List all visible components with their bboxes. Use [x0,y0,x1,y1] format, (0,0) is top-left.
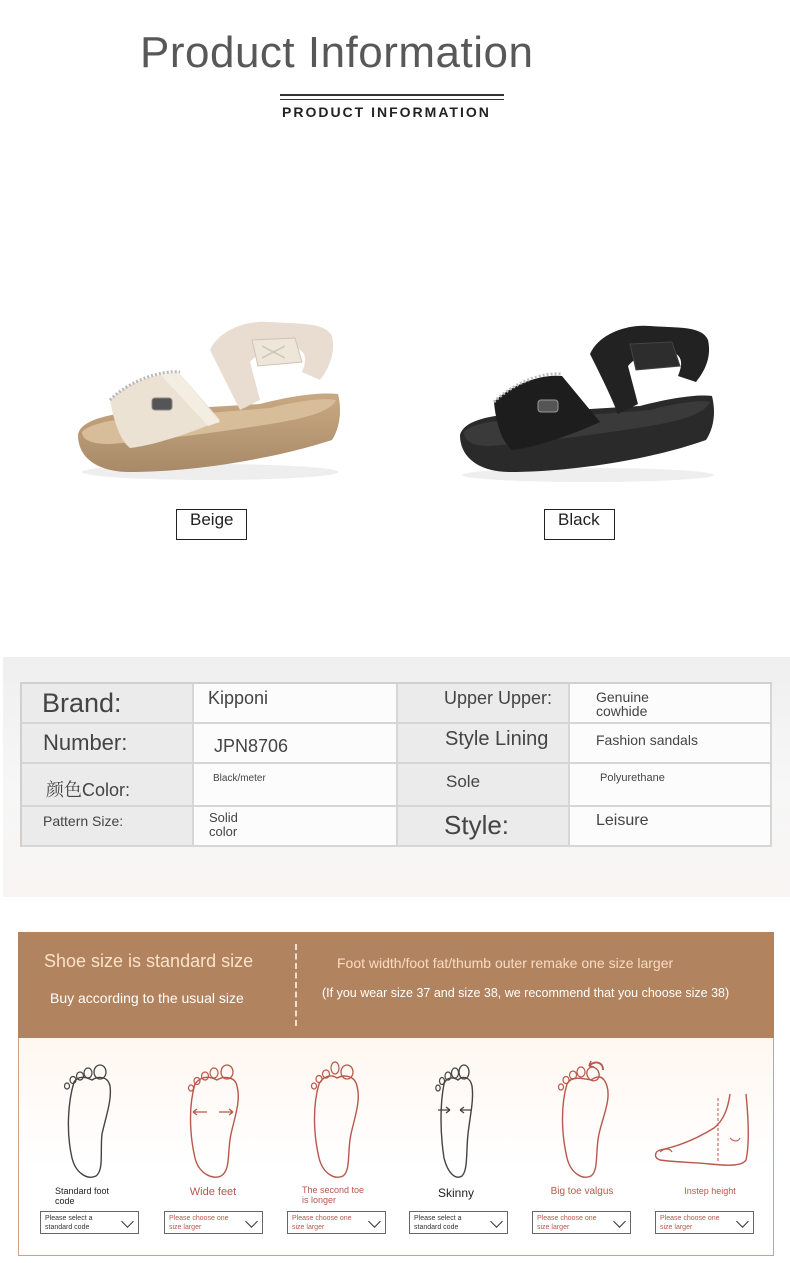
spec-value-upper: Genuine cowhide [596,689,649,719]
spec-label-pattern: Pattern Size: [43,813,124,829]
size-guide-left-sub: Buy according to the usual size [50,990,244,1006]
beige-sandal-image [70,300,350,490]
long-second-toe-foot-icon [305,1060,365,1182]
size-select-skinny[interactable] [409,1211,508,1234]
spec-label-color: 颜色Color: [46,780,131,800]
spec-value-style: Leisure [596,812,649,829]
chevron-down-icon [121,1215,134,1228]
foot-caption-standard: Standard foot code [55,1186,110,1206]
instep-height-foot-icon [650,1090,756,1170]
chevron-down-icon [736,1215,749,1228]
page-subtitle: PRODUCT INFORMATION [282,104,491,120]
spec-value-sole: Polyurethane [600,772,665,784]
foot-caption-valgus: Big toe valgus [550,1186,614,1197]
size-guide-left-heading: Shoe size is standard size [44,951,254,971]
spec-label-upper: Upper Upper: [444,688,553,708]
skinny-foot-icon [430,1062,480,1182]
spec-value-number: JPN8706 [214,736,289,756]
spec-value-brand: Kipponi [208,688,269,708]
size-guide-right-heading: Foot width/foot fat/thumb outer remake one size larger [337,955,674,971]
page-title: Product Information [140,28,534,77]
size-select-wide[interactable] [164,1211,263,1234]
spec-value-color: Black/meter [213,773,266,784]
spec-cell [570,764,772,807]
banner-divider [295,944,297,1026]
spec-label-number: Number: [43,730,128,755]
foot-caption-skinny: Skinny [437,1186,475,1200]
black-sandal-image [450,310,725,490]
spec-cell [398,764,570,807]
spec-label-brand: Brand: [42,688,122,718]
size-select-text: Please choose one size larger [169,1215,229,1231]
size-select-text: Please select a standard code [414,1215,462,1231]
big-toe-valgus-foot-icon [553,1058,613,1182]
spec-label-lining: Style Lining [445,728,549,750]
size-guide-right-sub: (If you wear size 37 and size 38, we recommend that you choose size 38) [322,986,730,1000]
spec-label-sole: Sole [446,772,481,791]
color-option-beige[interactable]: Beige [176,509,247,540]
size-select-standard[interactable] [40,1211,139,1234]
subtitle-rule [280,94,504,96]
subtitle-rule [280,99,504,100]
standard-foot-icon [58,1062,118,1182]
chevron-down-icon [368,1215,381,1228]
spec-table [20,682,772,847]
spec-value-lining: Fashion sandals [596,732,698,748]
size-guide-banner [18,932,774,1038]
chevron-down-icon [490,1215,503,1228]
size-select-text: Please choose one size larger [537,1215,597,1231]
spec-value-pattern: Solid color [209,810,238,839]
size-select-text: Please choose one size larger [660,1215,720,1231]
wide-foot-icon [183,1062,243,1182]
spec-label-style: Style: [444,810,510,840]
size-select-second-toe[interactable] [287,1211,386,1234]
color-option-black[interactable]: Black [544,509,615,540]
size-select-instep[interactable] [655,1211,754,1234]
foot-caption-instep: Instep height [684,1186,736,1196]
chevron-down-icon [245,1215,258,1228]
size-select-valgus[interactable] [532,1211,631,1234]
size-select-text: Please choose one size larger [292,1215,352,1231]
size-select-text: Please select a standard code [45,1215,93,1231]
foot-caption-wide: Wide feet [189,1186,237,1198]
foot-caption-second-toe: The second toe is longer [302,1185,365,1205]
chevron-down-icon [613,1215,626,1228]
spec-cell [194,764,398,807]
